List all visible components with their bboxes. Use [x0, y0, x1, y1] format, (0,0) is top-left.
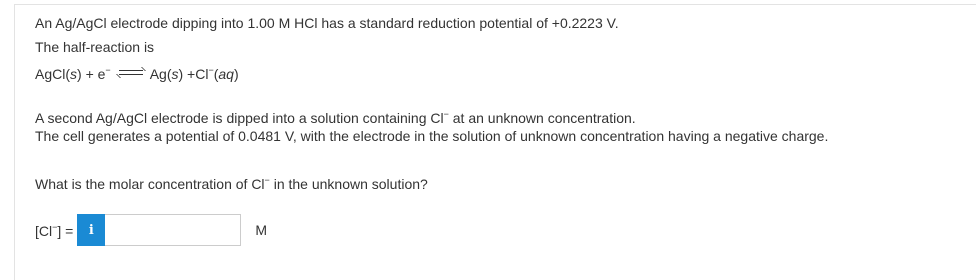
half-reaction-label: The half-reaction is — [35, 39, 155, 55]
answer-input[interactable] — [105, 214, 241, 246]
intro-text — [35, 13, 619, 33]
cell-potential-text: The cell generates a potential of 0.0481 V, with the electrode in the solution of unknown concentration having a negative charge. — [35, 128, 829, 144]
answer-label: [Cl−] = — [35, 221, 74, 239]
question-prompt: What is the molar concentration of Cl− in the unknown solution? — [35, 175, 428, 192]
equilibrium-arrows-icon — [119, 68, 143, 78]
unit-label: M — [255, 222, 268, 238]
answer-row — [35, 213, 267, 247]
second-electrode-text: A second Ag/AgCl electrode is dipped into a solution containing Cl− at an unknown concentration. — [35, 109, 636, 126]
info-icon[interactable]: i — [77, 214, 105, 246]
intro-sentence: An Ag/AgCl electrode dipping into 1.00 M HCl has a standard reduction potential of +0.2223 V. — [35, 15, 619, 31]
half-reaction-equation: AgCl(s) + e− Ag(s) +Cl−(aq) — [35, 65, 239, 82]
